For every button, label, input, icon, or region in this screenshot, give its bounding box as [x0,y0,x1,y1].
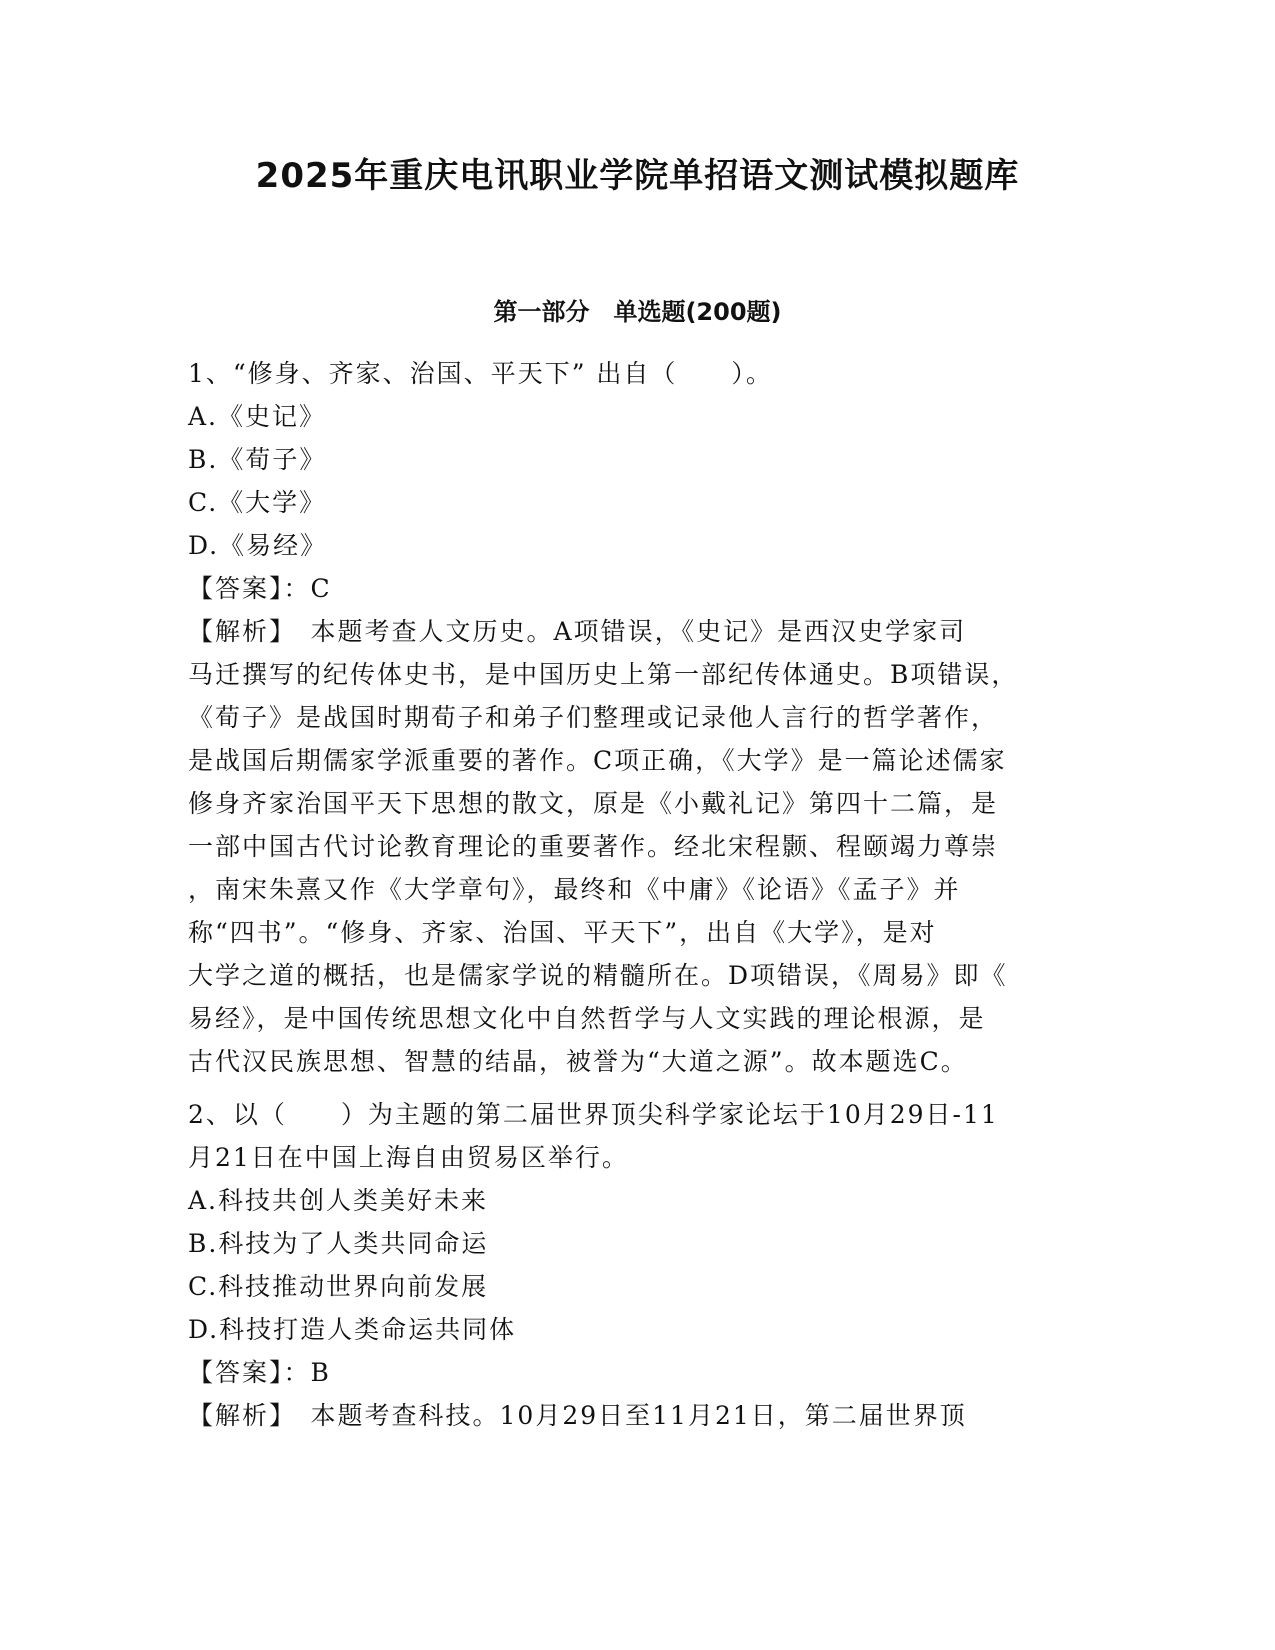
question-1-analysis-line: 是战国后期儒家学派重要的著作。C项正确，《大学》是一篇论述儒家 [188,746,1007,775]
question-1-option-c: C.《大学》 [188,488,327,517]
question-1-analysis-line: 马迁撰写的纪传体史书，是中国历史上第一部纪传体通史。B项错误， [188,660,1019,689]
question-1-analysis-line: 大学之道的概括，也是儒家学说的精髓所在。D项错误，《周易》即《 [188,961,1008,990]
question-1-analysis-line: 一部中国古代讨论教育理论的重要著作。经北宋程颢、程颐竭力尊崇 [188,832,999,861]
question-2-option-c: C.科技推动世界向前发展 [188,1272,489,1301]
analysis-text: 本题考查科技。10月29日至11月21日，第二届世界顶 [283,1401,967,1430]
question-1-analysis-line [188,610,1088,653]
question-2-analysis-line [188,1394,1088,1437]
question-2-option-b: B.科技为了人类共同命运 [188,1229,489,1258]
answer-value: C [310,574,332,603]
question-1-option-b: B.《荀子》 [188,445,327,474]
question-2 [188,1093,1088,1437]
analysis-label: 【解析】 [188,617,284,646]
question-content [188,352,1088,1437]
question-1-analysis-line: ，南宋朱熹又作《大学章句》，最终和《中庸》《论语》《孟子》并 [188,875,961,904]
analysis-text: 本题考查人文历史。A项错误，《史记》是西汉史学家司 [283,617,967,646]
question-1-analysis-line: 修身齐家治国平天下思想的散文，原是《小戴礼记》第四十二篇，是 [188,789,999,818]
question-1-analysis-line: 易经》，是中国传统思想文化中自然哲学与人文实践的理论根源，是 [188,1004,986,1033]
question-1-analysis-line: 称“四书”。“修身、齐家、治国、平天下”，出自《大学》，是对 [188,918,937,947]
question-2-option-a: A.科技共创人类美好未来 [188,1186,489,1215]
question-1-option-d: D.《易经》 [188,531,328,560]
answer-value: B [310,1358,331,1387]
question-1-stem: 1、“修身、齐家、治国、平天下” 出自（ ）。 [188,359,773,388]
question-2-stem: 月21日在中国上海自由贸易区举行。 [188,1143,629,1172]
question-1-analysis-line: 古代汉民族思想、智慧的结晶，被誉为“大道之源”。故本题选C。 [188,1047,968,1076]
question-1-answer [188,567,1088,610]
question-2-answer [188,1351,1088,1394]
question-1 [188,352,1088,1083]
question-2-option-d: D.科技打造人类命运共同体 [188,1315,517,1344]
question-2-stem: 2、以（ ）为主题的第二届世界顶尖科学家论坛于10月29日-11 [188,1100,999,1129]
document-title: 2025年重庆电讯职业学院单招语文测试模拟题库 [255,156,1020,196]
question-1-analysis-line: 《荀子》是战国时期荀子和弟子们整理或记录他人言行的哲学著作， [188,703,999,732]
question-separator [188,1083,1088,1093]
section-heading: 第一部分 单选题(200题) [493,298,782,326]
question-1-option-a: A.《史记》 [188,402,327,431]
answer-label: 【答案】： [188,1358,311,1387]
answer-label: 【答案】： [188,574,311,603]
analysis-label: 【解析】 [188,1401,284,1430]
